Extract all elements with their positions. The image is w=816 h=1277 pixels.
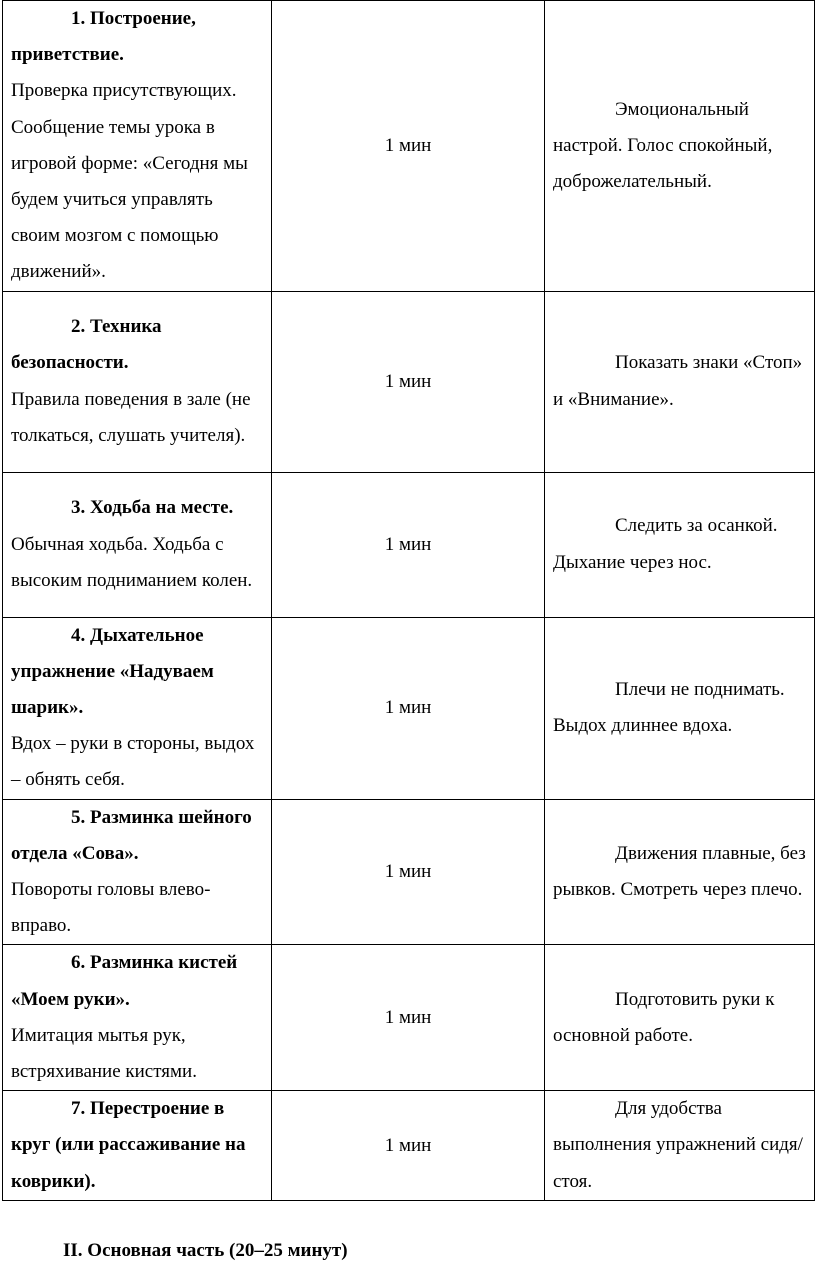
teacher-note: Движения плавные, без рывков. Смотреть через плечо.: [553, 842, 806, 901]
table-row: [3, 945, 815, 1091]
step-title: 7. Перестроение в круг (или рассаживание на коврики).: [11, 1098, 246, 1192]
step-title: 1. Построение, приветствие.: [11, 8, 196, 66]
duration-cell: 1 мин: [272, 617, 545, 799]
lesson-plan-table: [2, 0, 815, 1201]
step-cell: [3, 291, 272, 472]
note-cell: [545, 617, 815, 799]
step-cell: [3, 617, 272, 799]
note-cell: [545, 945, 815, 1091]
note-cell: [545, 1, 815, 292]
table-row: [3, 799, 815, 945]
step-title: 2. Техника безопасности.: [11, 316, 162, 374]
table-row: [3, 472, 815, 617]
note-cell: [545, 1091, 815, 1201]
teacher-note: Эмоциональный настрой. Голос спокойный, доброжелательный.: [553, 98, 773, 192]
duration-cell: 1 мин: [272, 945, 545, 1091]
table-row: [3, 291, 815, 472]
step-cell: [3, 1, 272, 292]
duration-cell: 1 мин: [272, 799, 545, 945]
step-cell: [3, 799, 272, 945]
step-description: Проверка присутствующих. Сообщение темы урока в игровой форме: «Сегодня мы будем учиться управлять своим мозгом с помощью движений».: [11, 80, 248, 283]
duration-cell: 1 мин: [272, 1, 545, 292]
duration-cell: 1 мин: [272, 472, 545, 617]
step-title: 5. Разминка шейного отдела «Сова».: [11, 806, 252, 864]
duration-cell: 1 мин: [272, 291, 545, 472]
section-heading: II. Основная часть (20–25 минут): [63, 1240, 348, 1261]
teacher-note: Для удобства выполнения упражнений сидя/стоя.: [553, 1098, 803, 1192]
step-description: Вдох – руки в стороны, выдох – обнять себя.: [11, 733, 255, 791]
step-cell: [3, 1091, 272, 1201]
note-cell: [545, 472, 815, 617]
table-row: [3, 1, 815, 292]
step-description: Правила поведения в зале (не толкаться, слушать учителя).: [11, 388, 251, 446]
table-row: [3, 1091, 815, 1201]
teacher-note: Подготовить руки к основной работе.: [553, 988, 775, 1046]
teacher-note: Следить за осанкой. Дыхание через нос.: [553, 515, 778, 573]
note-cell: [545, 799, 815, 945]
step-cell: [3, 472, 272, 617]
step-cell: [3, 945, 272, 1091]
note-cell: [545, 291, 815, 472]
step-title: 6. Разминка кистей «Моем руки».: [11, 952, 238, 1010]
duration-cell: 1 мин: [272, 1091, 545, 1201]
step-description: Имитация мытья рук, встряхивание кистями.: [11, 1024, 197, 1083]
step-description: Повороты головы влево-вправо.: [11, 879, 211, 937]
step-title: 3. Ходьба на месте.: [71, 497, 234, 519]
teacher-note: Показать знаки «Стоп» и «Внимание».: [553, 352, 803, 410]
teacher-note: Плечи не поднимать. Выдох длиннее вдоха.: [553, 678, 785, 737]
step-description: Обычная ходьба. Ходьба с высоким подниманием колен.: [11, 533, 253, 591]
table-row: [3, 617, 815, 799]
step-title: 4. Дыхательное упражнение «Надуваем шарик».: [11, 624, 214, 719]
